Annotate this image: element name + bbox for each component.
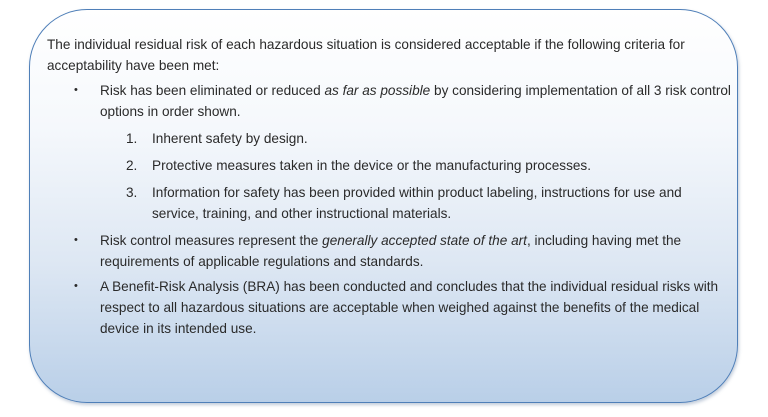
criteria-item-risk-reduction (47, 80, 732, 224)
option-number: 1. (126, 131, 138, 146)
emphasis-text: as far as possible (324, 83, 431, 98)
criteria-item-state-of-art (47, 230, 732, 272)
criteria-item-benefit-risk (47, 276, 732, 339)
bullet-icon: • (74, 234, 78, 246)
criteria-text: Risk has been eliminated or reduced as far as possible by considering implementation of all 3 risk control options in order shown. (100, 83, 731, 119)
bullet-icon: • (74, 84, 78, 96)
option-item (100, 182, 732, 224)
option-text: Inherent safety by design. (152, 131, 308, 146)
option-text: Protective measures taken in the device or the manufacturing processes. (152, 158, 592, 173)
criteria-text: A Benefit-Risk Analysis (BRA) has been conducted and concludes that the individual residual risks with respect to all hazardous situations are acceptable when weighed against the benefits of the medical device in its intended use. (100, 279, 719, 336)
criteria-content (47, 34, 732, 343)
option-text: Information for safety has been provided within product labeling, instructions for use and service, training, and other instructional materials. (152, 185, 682, 221)
criteria-list (47, 80, 732, 339)
option-number: 2. (126, 158, 138, 173)
option-item (100, 128, 732, 149)
option-item (100, 155, 732, 176)
option-number: 3. (126, 185, 138, 200)
intro-text: The individual residual risk of each hazardous situation is considered acceptable if the following criteria for acceptability have been met: (47, 37, 685, 73)
criteria-text: Risk control measures represent the generally accepted state of the art, including having met the requirements of applicable regulations and standards. (100, 233, 682, 269)
risk-control-options-list (100, 128, 732, 224)
emphasis-text: generally accepted state of the art (322, 233, 527, 248)
bullet-icon: • (74, 280, 78, 292)
